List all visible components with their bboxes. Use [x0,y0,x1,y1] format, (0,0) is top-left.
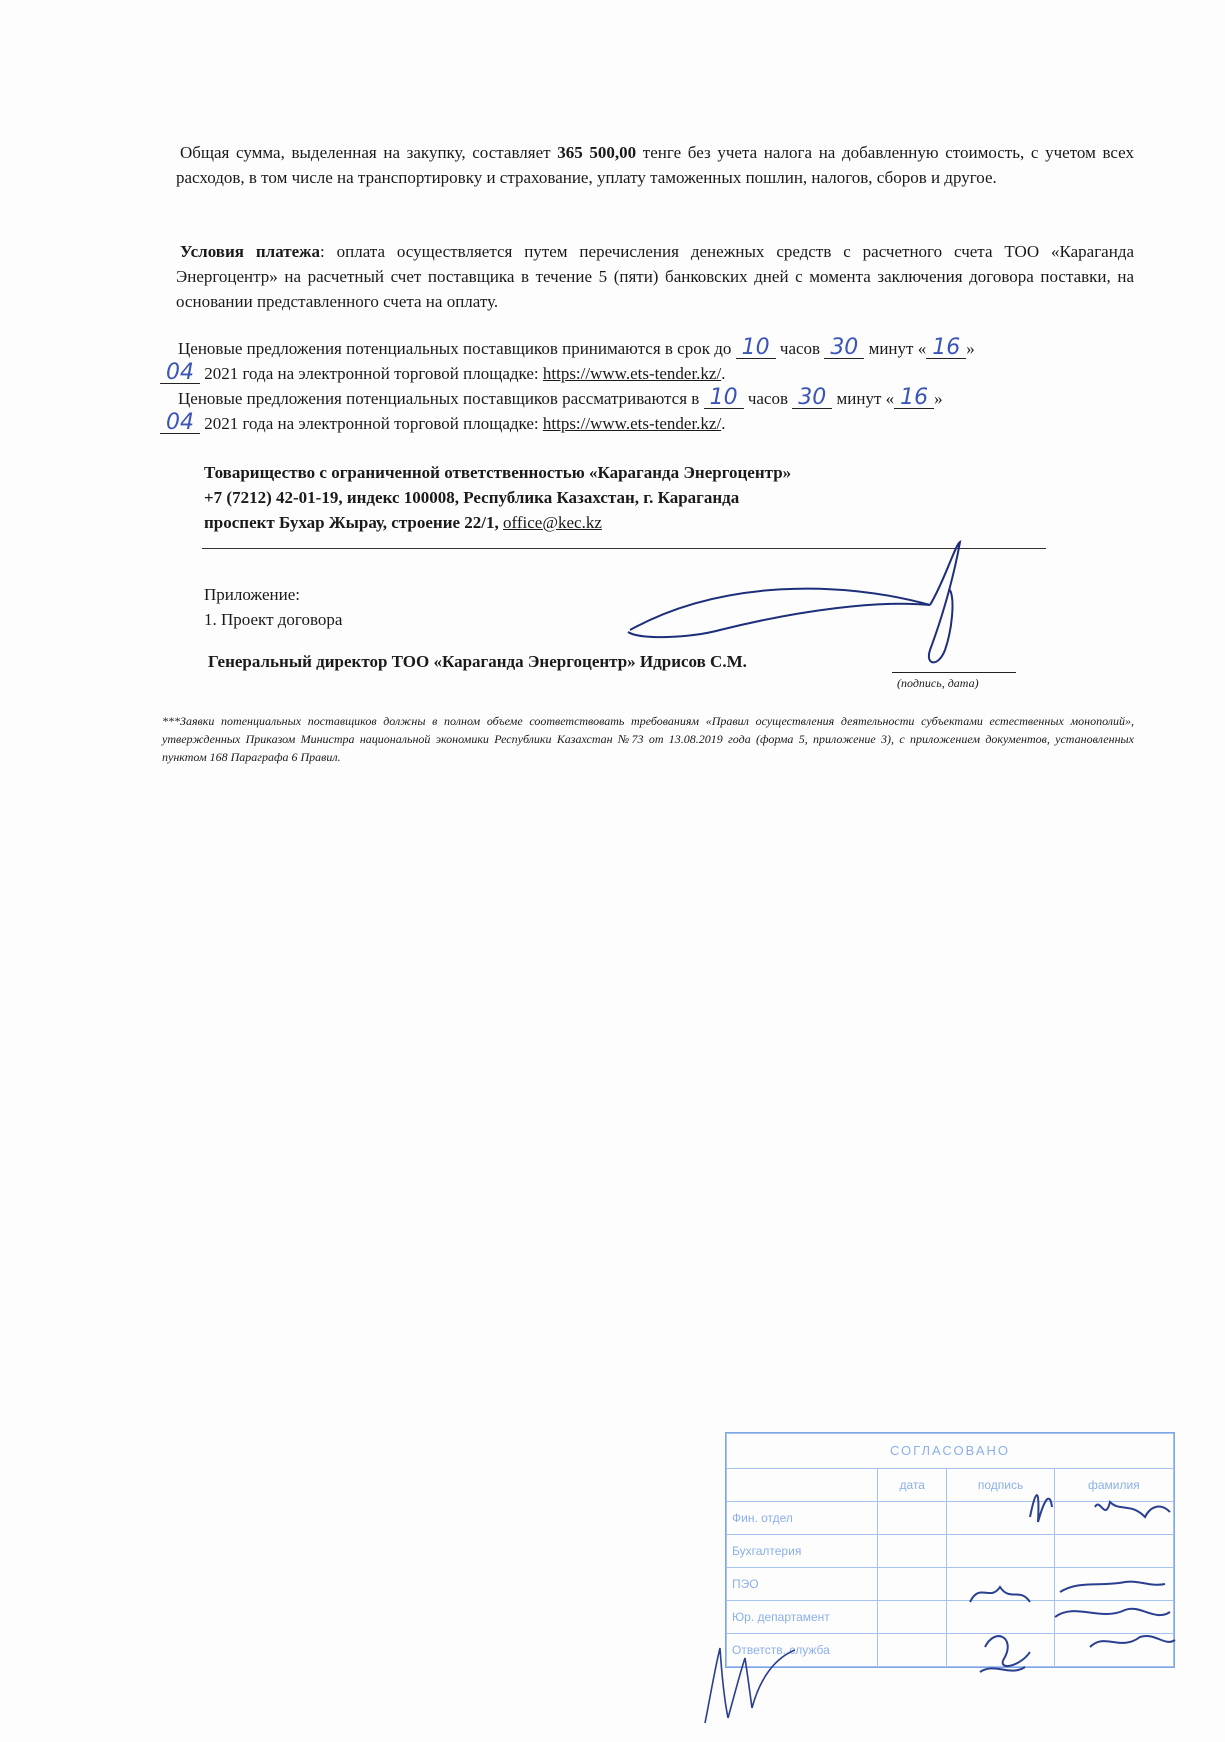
director-line: Генеральный директор ТОО «Караганда Энергоцентр» Идрисов С.М. [208,652,747,671]
deadline-review-line2: 04 2021 года на электронной торговой площадке: https://www.ets-tender.kz/. [160,411,725,436]
approval-table [726,1433,1174,1667]
divider [202,548,1046,549]
footnote: ***Заявки потенциальных поставщиков должны в полном объеме соответствовать требованиям «Правил осуществления деятельности субъектами естественных монополий», утвержденных Приказом Министра национальной экономики Республики Казахстан №73 от 13.08.2019 года (форма 5, приложение 3), с приложением документов, установленных пунктом 168 Параграфа 6 Правил. [162,714,1134,764]
stamp-header-signature: подпись [947,1468,1054,1501]
company-name: Товарищество с ограниченной ответственностью «Караганда Энергоцентр» [204,463,792,482]
purchase-amount-paragraph: Общая сумма, выделенная на закупку, составляет 365 500,00 тенге без учета налога на добавленную стоимость, с учетом всех расходов, в том числе на транспортировку и страхование, уплату таможенных пошлин, налогов, сборов и другое. [176,143,1134,187]
deadline-accept-line2: 04 2021 года на электронной торговой площадке: https://www.ets-tender.kz/. [160,361,725,386]
appendix-title: Приложение: [204,585,300,604]
ets-tender-link[interactable]: https://www.ets-tender.kz/ [542,414,722,433]
handwritten-minutes: 30 [792,388,832,409]
stamp-row-label: Юр. департамент [727,1600,878,1633]
appendix-block [204,582,342,632]
handwritten-day: 16 [894,388,934,409]
signature-caption: (подпись, дата) [897,676,979,690]
deadline-accept-line1: Ценовые предложения потенциальных поставщиков принимаются в срок до 10 часов 30 минут « 16 » [178,335,975,360]
stamp-header-name: фамилия [1054,1468,1173,1501]
handwritten-hours: 10 [704,388,744,409]
stamp-header-date: дата [878,1468,947,1501]
approval-stamp [725,1432,1175,1668]
appendix-item: 1. Проект договора [204,610,343,629]
deadline-review-line1: Ценовые предложения потенциальных поставщиков рассматриваются в 10 часов 30 минут « 16 » [178,385,943,410]
stamp-row-label: Ответств. служба [727,1633,878,1666]
handwritten-month: 04 [160,363,200,384]
company-phone-line: +7 (7212) 42-01-19, индекс 100008, Республика Казахстан, г. Караганда [204,488,740,507]
handwritten-hours: 10 [736,338,776,359]
payment-terms-paragraph: Условия платежа: оплата осуществляется путем перечисления денежных средств с расчетного счета ТОО «Караганда Энергоцентр» на расчетный счет поставщика в течение 5 (пяти) банковских дней с момента заключения договора поставки, на основании представленного счета на оплату. [176,242,1135,311]
purchase-amount: 365 500,00 [557,143,637,162]
stamp-row-label: Фин. отдел [727,1501,878,1534]
handwritten-month: 04 [160,413,200,434]
ets-tender-link[interactable]: https://www.ets-tender.kz/ [542,364,722,383]
stamp-row-label: ПЭО [727,1567,878,1600]
stamp-row-label: Бухгалтерия [727,1534,878,1567]
signature-line [892,672,1016,673]
handwritten-day: 16 [926,338,966,359]
payment-terms-label: Условия платежа [180,242,320,261]
company-email-link[interactable]: office@kec.kz [503,513,602,532]
handwritten-minutes: 30 [824,338,864,359]
company-address: проспект Бухар Жырау, строение 22/1, office@kec.kz [204,513,602,532]
stamp-title: СОГЛАСОВАНО [727,1434,1174,1469]
